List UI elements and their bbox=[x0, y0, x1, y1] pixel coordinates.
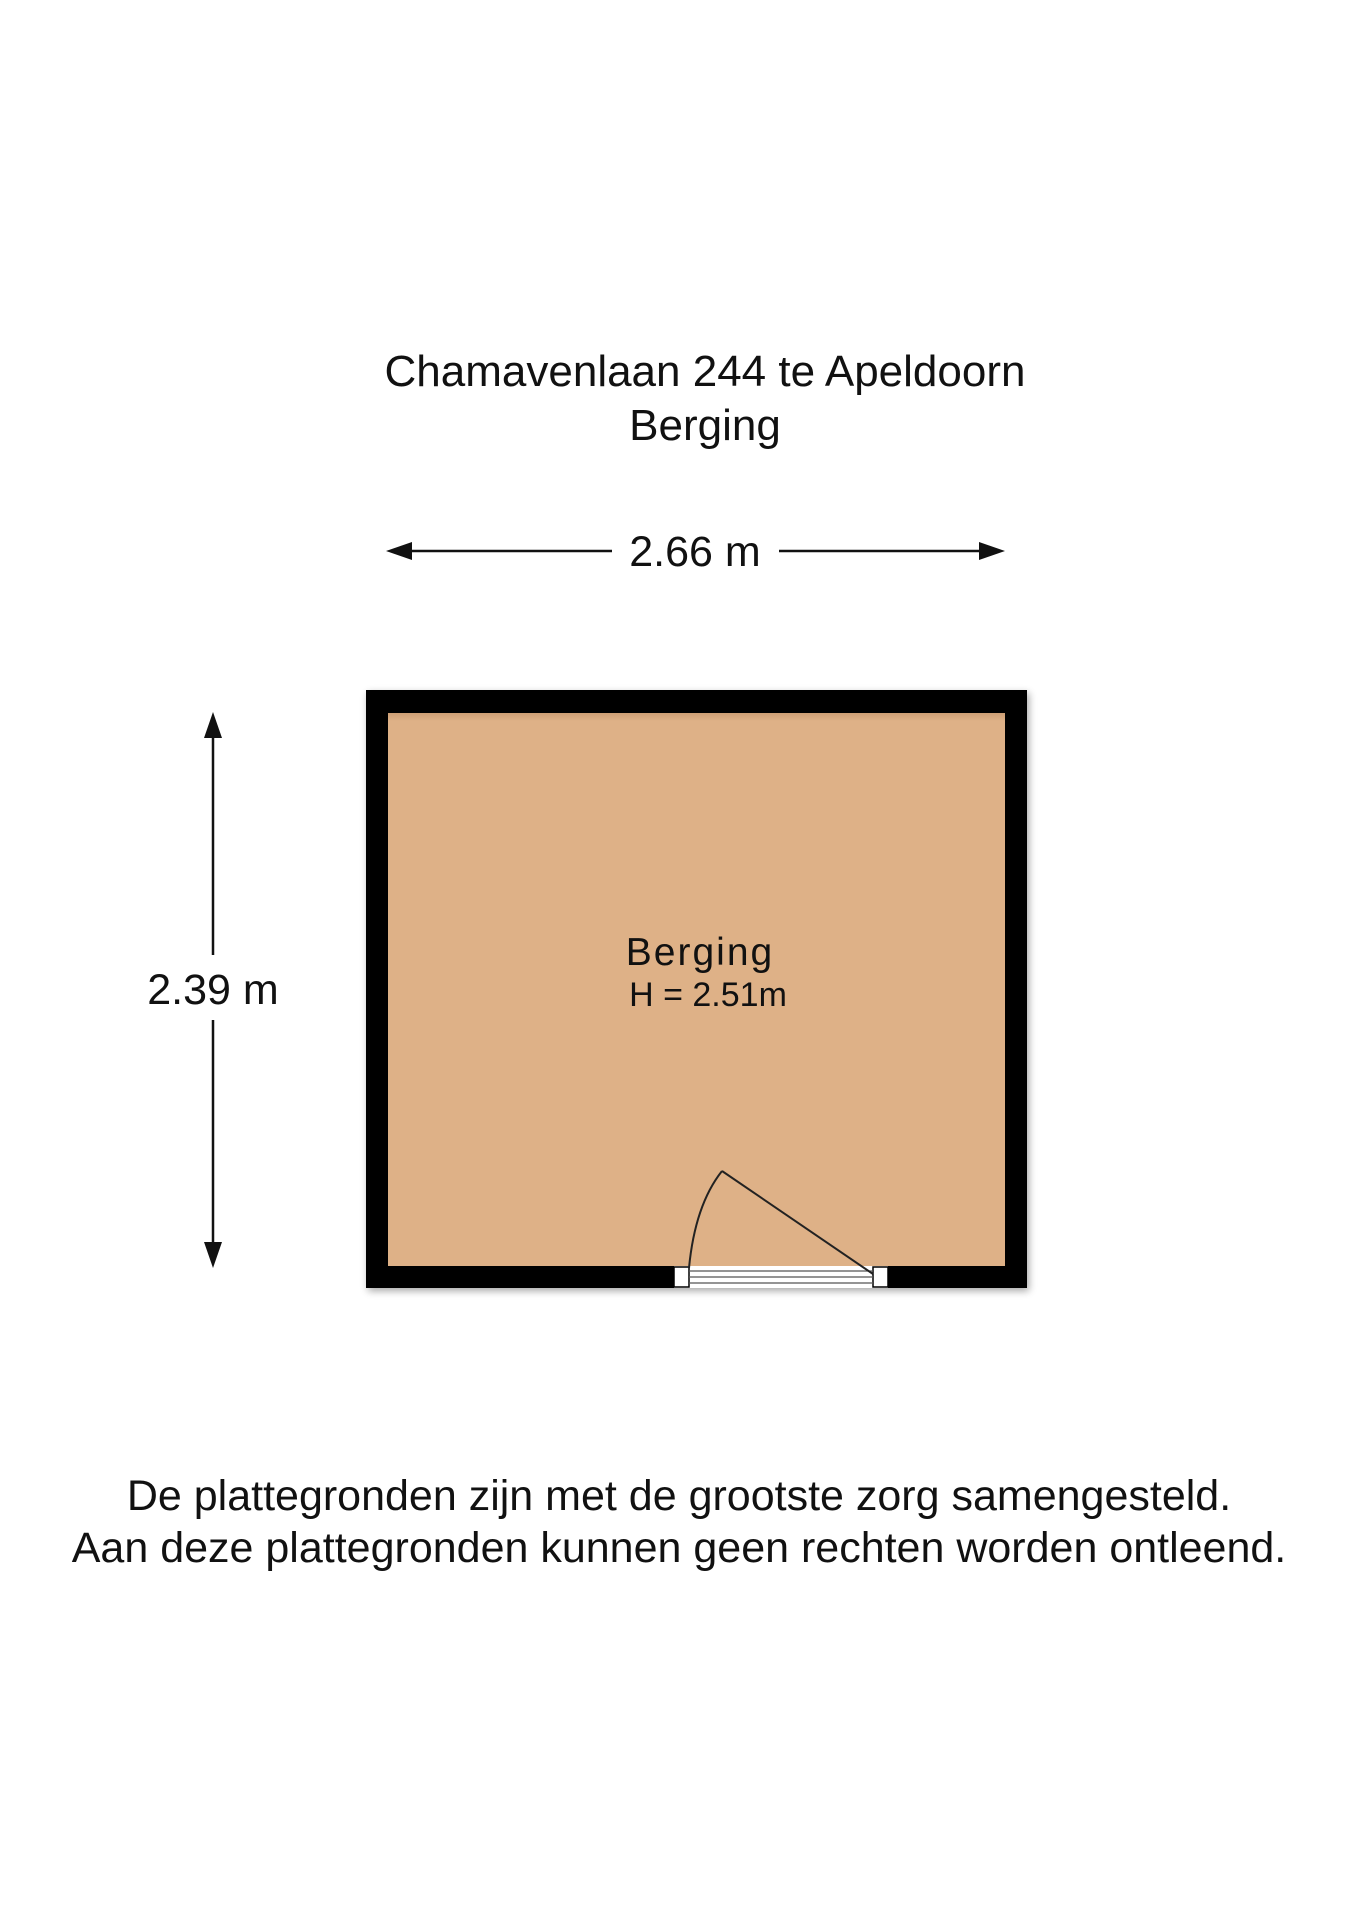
room-name-label: Berging bbox=[625, 931, 775, 974]
arrow-up-icon bbox=[204, 712, 222, 738]
width-dimension-label: 2.66 m bbox=[629, 528, 761, 576]
arrow-down-icon bbox=[204, 1242, 222, 1268]
disclaimer-line-2: Aan deze plattegronden kunnen geen rechten worden ontleend. bbox=[71, 1524, 1287, 1572]
door-jamb-left bbox=[674, 1267, 689, 1287]
room-floor-top-shade bbox=[388, 713, 1005, 721]
address-title: Chamavenlaan 244 te Apeldoorn bbox=[384, 347, 1026, 396]
width-dimension bbox=[386, 528, 1005, 576]
floor-title: Berging bbox=[629, 401, 781, 450]
height-dimension-label: 2.39 m bbox=[147, 966, 279, 1014]
height-dimension bbox=[147, 712, 278, 1268]
arrow-left-icon bbox=[386, 542, 412, 560]
door-jamb-right bbox=[873, 1267, 888, 1287]
disclaimer-line-1: De plattegronden zijn met de grootste zorg samengesteld. bbox=[126, 1472, 1232, 1520]
room-height-label: H = 2.51m bbox=[629, 976, 787, 1014]
disclaimer bbox=[0, 1470, 1358, 1574]
arrow-right-icon bbox=[979, 542, 1005, 560]
